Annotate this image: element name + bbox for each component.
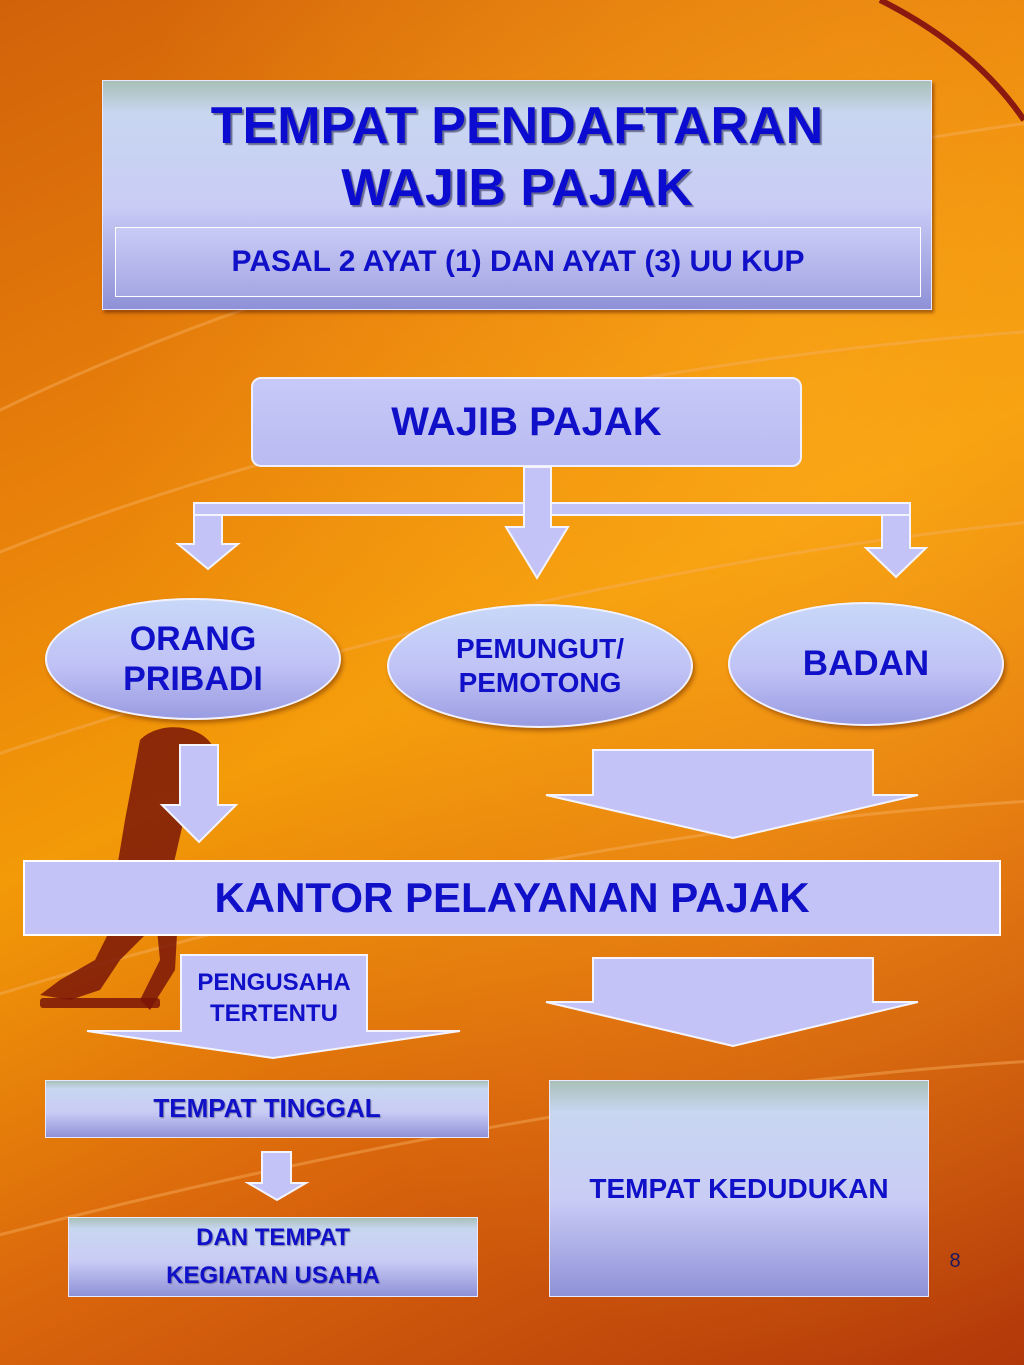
title-line-2: WAJIB PAJAK xyxy=(341,159,693,217)
pengusaha-line-2: TERTENTU xyxy=(210,1000,338,1027)
pengusaha-line-1: PENGUSAHA xyxy=(197,969,351,996)
arrow-to-badan xyxy=(866,515,926,577)
arrow-kpp-to-kedudukan xyxy=(546,958,918,1046)
pengusaha-tertentu-label xyxy=(181,962,367,1034)
subtitle: PASAL 2 AYAT (1) DAN AYAT (3) UU KUP xyxy=(231,245,805,278)
tempat-tinggal-label: TEMPAT TINGGAL xyxy=(153,1093,381,1123)
node-kantor-pelayanan-pajak xyxy=(23,860,1001,936)
title-line-1: TEMPAT PENDAFTARAN xyxy=(210,97,824,155)
kegiatan-line-1: DAN TEMPAT xyxy=(196,1224,350,1251)
node-tempat-tinggal xyxy=(45,1080,489,1138)
arrow-to-pemungut xyxy=(506,467,568,578)
arrow-badan-to-kpp xyxy=(546,750,918,838)
arrow-orang-pribadi-to-kpp xyxy=(162,745,236,842)
orang-pribadi-line-1: ORANG xyxy=(129,620,257,658)
node-pemungut-pemotong xyxy=(387,604,693,728)
arrow-tinggal-to-kegiatan xyxy=(248,1152,306,1200)
node-wajib-pajak-label: WAJIB PAJAK xyxy=(391,399,662,444)
kpp-label: KANTOR PELAYANAN PAJAK xyxy=(214,874,810,921)
node-tempat-kedudukan xyxy=(549,1080,929,1297)
orang-pribadi-line-2: PRIBADI xyxy=(123,660,263,698)
tempat-kedudukan-label: TEMPAT KEDUDUKAN xyxy=(589,1172,889,1204)
pemungut-line-1: PEMUNGUT/ xyxy=(456,633,624,664)
arrow-to-orang-pribadi xyxy=(178,515,238,569)
kegiatan-line-2: KEGIATAN USAHA xyxy=(166,1262,380,1289)
node-orang-pribadi xyxy=(45,598,341,720)
pemungut-line-2: PEMOTONG xyxy=(458,667,622,698)
node-tempat-kegiatan-usaha xyxy=(68,1217,478,1297)
badan-label: BADAN xyxy=(802,644,930,683)
node-badan xyxy=(728,602,1004,726)
page-number: 8 xyxy=(949,1250,961,1272)
